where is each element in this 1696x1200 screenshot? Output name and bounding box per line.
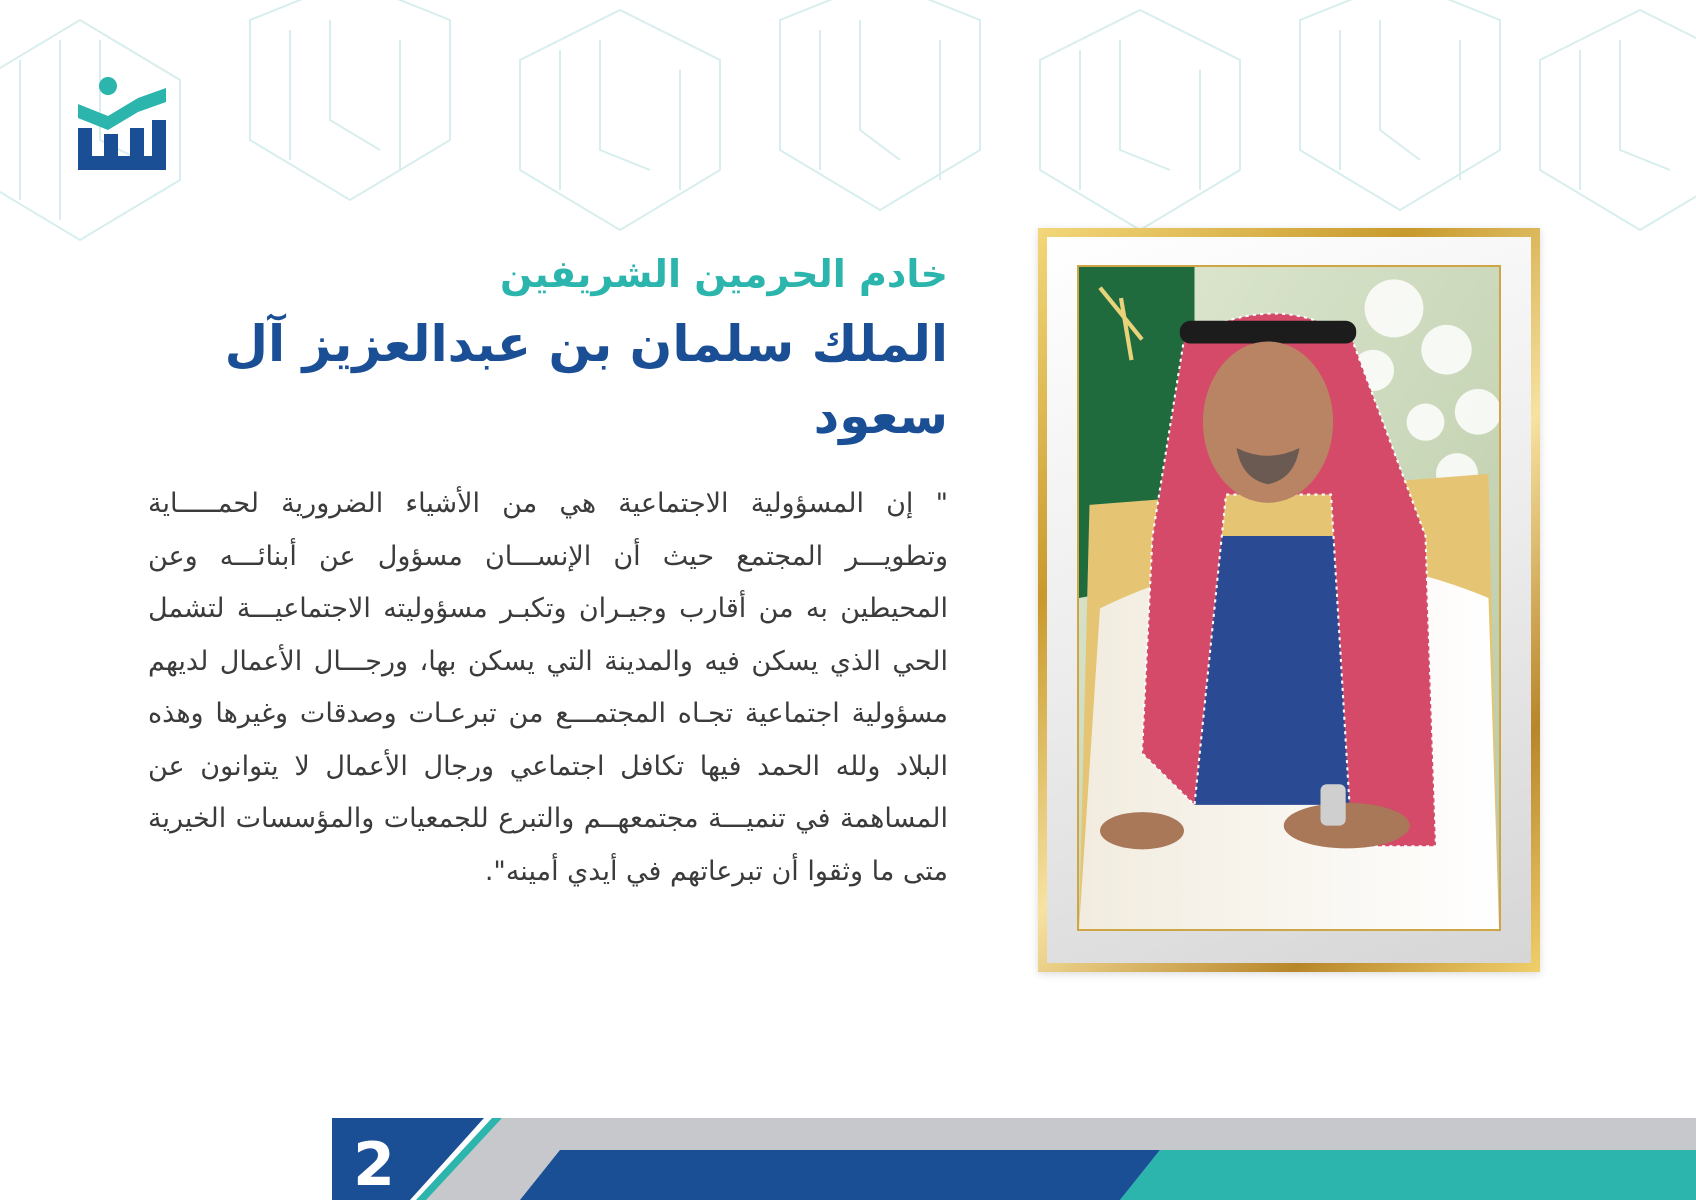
background-pattern xyxy=(0,0,1696,260)
title-block xyxy=(188,248,948,452)
page-subtitle: خادم الحرمين الشريفين xyxy=(500,252,948,296)
portrait-photo xyxy=(1077,265,1501,931)
portrait-mat xyxy=(1047,237,1531,963)
quote-paragraph: " إن المسؤولية الاجتماعية هي من الأشياء الضرورية لحمـــــاية وتطويـــر المجتمع حيث أن الإنســـان مسؤول عن أبنائـــه وعن المحيطين به من أقارب وجيـران وتكبـر مسؤوليته الاجتماعيـــة لتشمل الحي الذي يسكن فيه والمدينة التي يسكن بها، ورجـــال الأعمال لديهم مسؤولية اجتماعية تجـاه المجتمـــع من تبرعـات وصدقات وغيرها وهذه البلاد ولله الحمد فيها تكافل اجتماعي ورجال الأعمال لا يتوانون عن المساهمة في تنميـــة مجتمعهــم والتبرع للجمعيات والمؤسسات الخيرية متى ما وثقوا أن تبرعاتهم في أيدي أمينه". xyxy=(148,488,948,887)
organization-logo xyxy=(78,76,166,174)
page-title: الملك سلمان بن عبدالعزيز آل سعود xyxy=(224,315,948,445)
footer-band xyxy=(0,1110,1696,1200)
page-number: 2 xyxy=(353,1130,395,1200)
portrait-frame xyxy=(1038,228,1540,972)
